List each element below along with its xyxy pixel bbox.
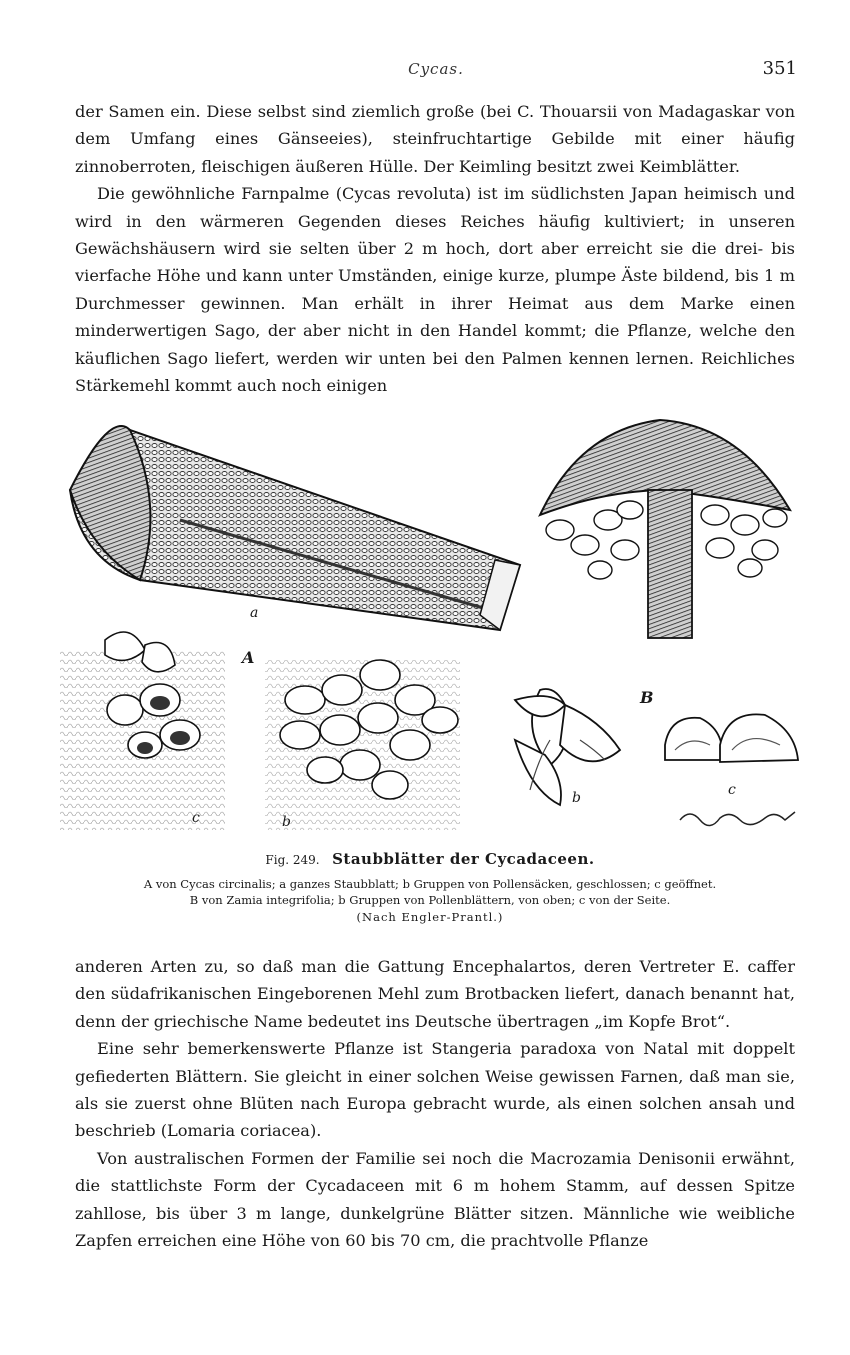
paragraph: der Samen ein. Diese selbst sind ziemlich große (bei C. Thouarsii von Madagaskar von dem Umfang eines Gänseeies), steinfruchtartige Gebilde mit einer häufig zinnoberroten, fleischigen äußeren Hülle. Der Keimling besitzt zwei Keimblätter. (75, 102, 795, 176)
paragraph: Von australischen Formen der Familie sei noch die Macrozamia Denisonii erwähnt, die stattlichste Form der Cycadaceen mit 6 m hohem Stamm, auf dessen Spitze zahllose, bis über 3 m lange, dunkelgrüne Blätter sitzen. Männliche wie weibliche Zapfen erreichen eine Höhe von 60 bis 70 cm, die prachtvolle Pflanze (75, 1148, 795, 1251)
page-number: 351 (762, 58, 797, 79)
figure-number: Fig. 249. (265, 853, 320, 867)
figure-label-b-left: b (282, 814, 291, 830)
figure-caption-source: (Nach Engler-Prantl.) (356, 910, 504, 924)
zamia-blades-top-drawing (515, 689, 620, 805)
figure-label-B: B (640, 688, 654, 707)
paragraph: anderen Arten zu, so daß man die Gattung Encephalartos, deren Vertreter E. caffer den südafrikanischen Eingeborenen Mehl zum Brotbacken liefert, danach benannt hat, denn der griechische Name bedeutet ins Deutsche übertragen „im Kopfe Brot“. (75, 957, 795, 1031)
pollen-sacs-open-drawing (60, 632, 225, 830)
stamen-whole-drawing (70, 426, 520, 630)
figure-caption-line: A von Cycas circinalis; a ganzes Staubblatt; b Gruppen von Pollensäcken, geschlossen; c geöffnet. (143, 877, 717, 891)
paragraph: Eine sehr bemerkenswerte Pflanze ist Stangeria paradoxa von Natal mit doppelt gefiederten Blättern. Sie gleicht in einer solchen Weise gewissen Farnen, daß man sie, als sie zuerst ohne Blüten nach Europa gebracht wurde, als einen solchen ansah und beschrieb (Lomaria coriacea). (75, 1039, 795, 1141)
paragraph: Die gewöhnliche Farnpalme (Cycas revoluta) ist im südlichsten Japan heimisch und wird in den wärmeren Gegenden dieses Reiches häufig kultiviert; in unseren Gewächshäusern wird sie selten über 2 m hoch, dort aber erreicht sie die drei- bis vierfache Höhe und kann unter Umständen, einige kurze, plumpe Äste bildend, bis 1 m Durchmesser gewinnen. Man erhält in ihrer Heimat aus dem Marke einen minderwertigen Sago, der aber nicht in den Handel kommt; die Pflanze, welche den käuflichen Sago liefert, werden wir unten bei den Palmen kennen lernen. Reichliches Stärkemehl kommt auch noch einigen (75, 184, 795, 396)
figure-staubblaetter (60, 400, 800, 840)
artist-signature (680, 812, 795, 826)
pollen-sacs-closed-drawing (265, 660, 460, 830)
figure-illustration (60, 400, 800, 840)
page-header (75, 58, 797, 82)
figure-label-a: a (250, 605, 259, 621)
figure-caption-line: B von Zamia integrifolia; b Gruppen von Pollenblättern, von oben; c von der Seite. (189, 893, 671, 907)
figure-title: Staubblätter der Cycadaceen. (332, 850, 595, 868)
text-block-bottom (75, 953, 795, 1254)
figure-label-c-left: c (192, 810, 200, 826)
figure-caption-title (60, 850, 800, 868)
zamia-scale-drawing (540, 420, 790, 638)
zamia-blades-side-drawing (665, 714, 798, 762)
running-head: Cycas. (408, 60, 464, 78)
figure-label-A: A (242, 648, 255, 667)
figure-label-c-right: c (728, 782, 736, 798)
figure-label-b-right: b (572, 790, 581, 806)
text-block-top (75, 98, 795, 399)
